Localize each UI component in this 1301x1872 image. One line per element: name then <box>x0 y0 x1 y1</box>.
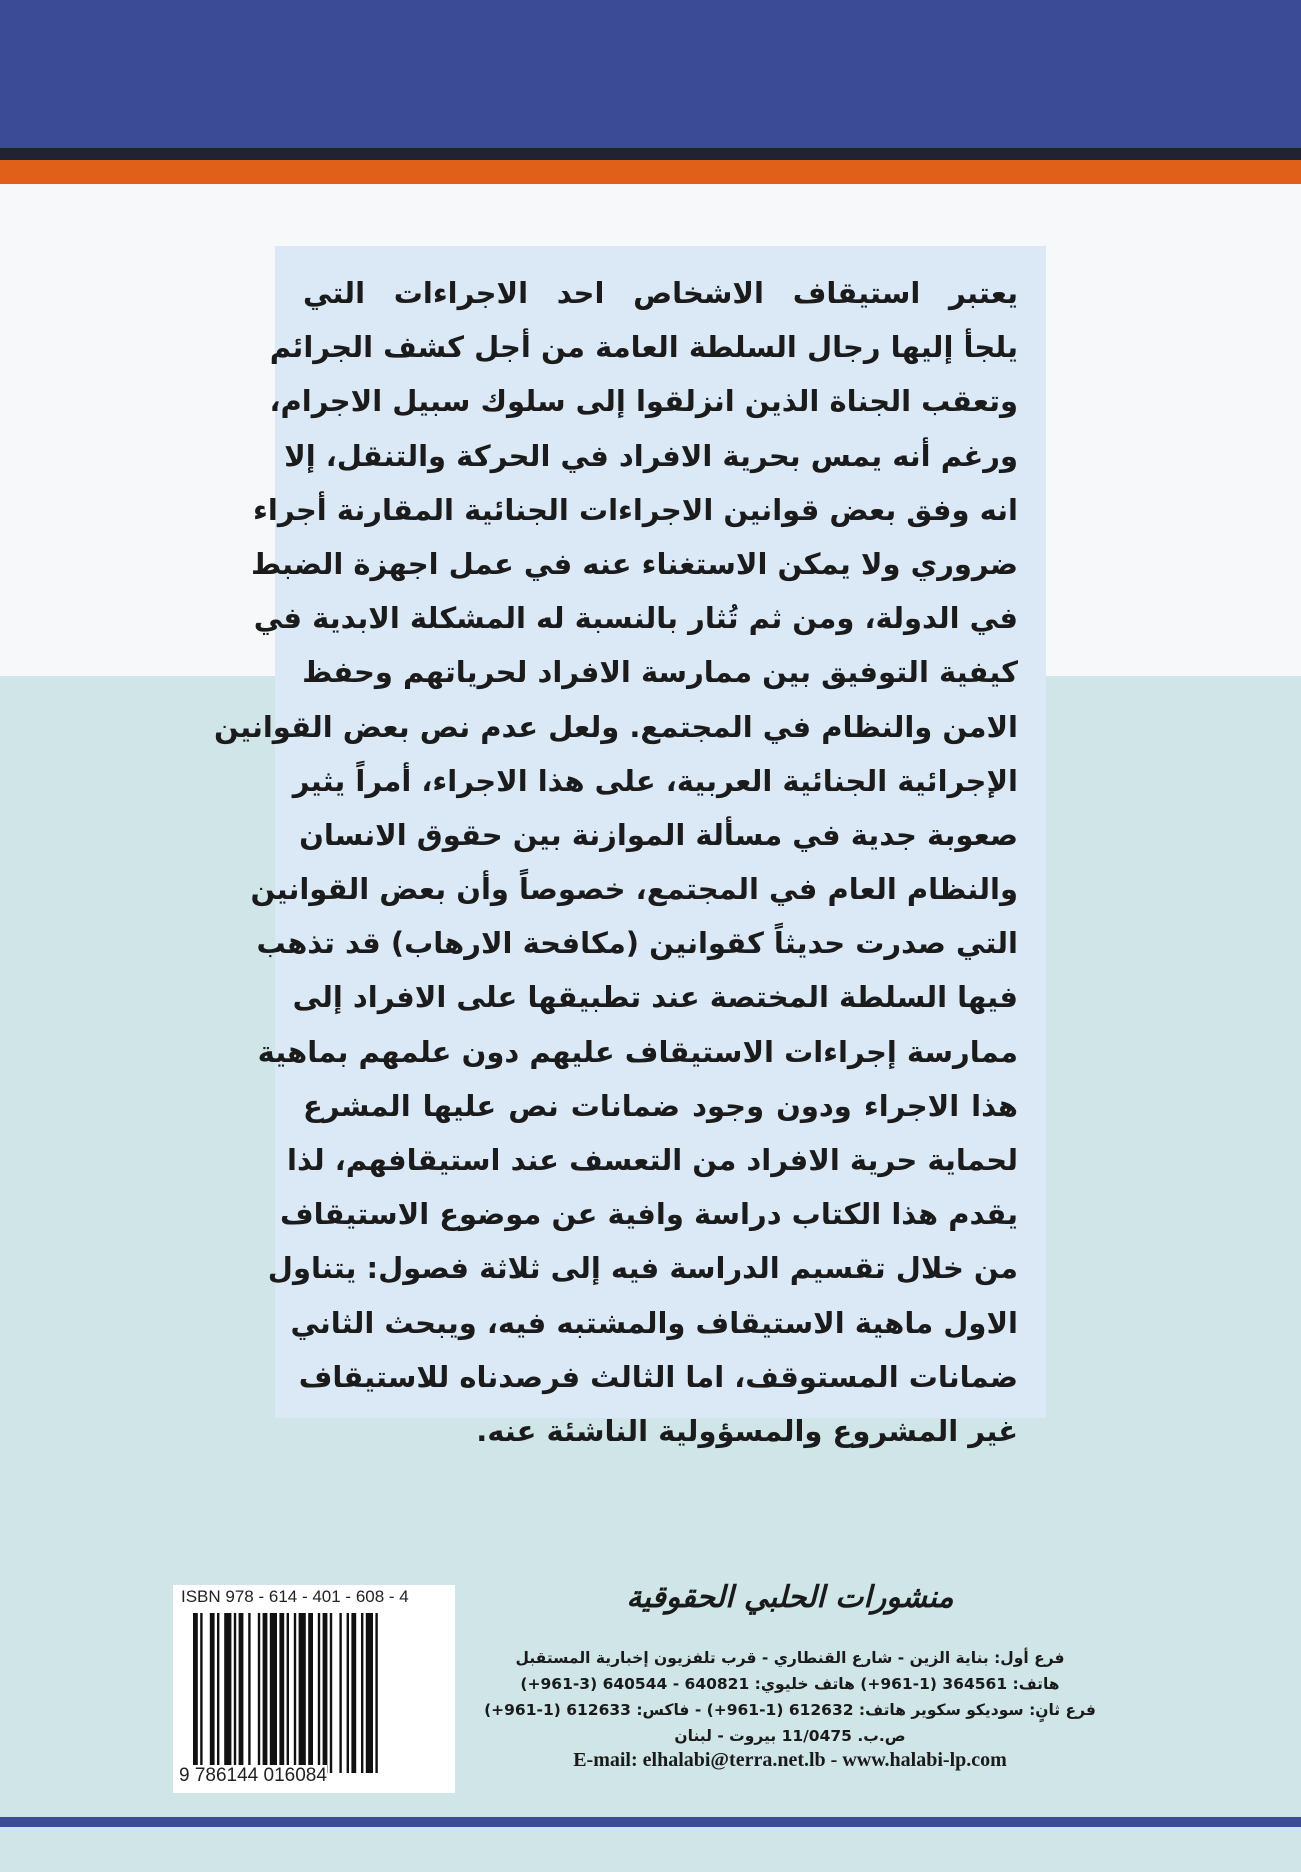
blurb-line: الامن والنظام في المجتمع. ولعل عدم نص بعض القوانين <box>214 709 1018 744</box>
barcode-bar <box>299 1613 306 1773</box>
publisher-logo: منشورات الحلبي الحقوقية <box>626 1580 954 1615</box>
barcode-bars <box>193 1613 438 1773</box>
blurb-line: هذا الاجراء ودون وجود ضمانات نص عليها المشرع <box>303 1088 1018 1123</box>
blurb-line: ورغم أنه يمس بحرية الافراد في الحركة والتنقل، إلا <box>284 438 1018 473</box>
barcode-bar <box>263 1613 268 1773</box>
barcode-bar <box>217 1613 219 1773</box>
barcode-digits: 9 786144 016084 <box>179 1765 327 1786</box>
blurb-line: ممارسة إجراءات الاستيقاف عليهم دون علمهم بماهية <box>257 1034 1018 1069</box>
top-blue-band <box>0 0 1301 152</box>
barcode-bar <box>258 1613 260 1773</box>
isbn-label: ISBN 978 - 614 - 401 - 608 - 4 <box>181 1587 409 1606</box>
barcode-bar <box>270 1613 277 1773</box>
barcode-bar <box>351 1613 356 1773</box>
blurb-line: وتعقب الجناة الذين انزلقوا إلى سلوك سبيل الاجرام، <box>269 384 1018 419</box>
publisher-line: هاتف: 364561 (1-961+) هاتف خليوي: 640821 - 640544 (3-961+) <box>520 1675 1060 1693</box>
publisher-line: ص.ب. 11/0475 بيروت - لبنان <box>674 1727 906 1745</box>
blurb-line: انه وفق بعض قوانين الاجراءات الجنائية المقارنة أجراء <box>253 492 1018 527</box>
publisher-line: فرع أول: بناية الزين - شارع القنطاري - قرب تلفزيون إخبارية المستقبل <box>515 1649 1065 1667</box>
barcode-bar <box>375 1613 377 1773</box>
blurb-line: الإجرائية الجنائية العربية، على هذا الاجراء، أمراً يثير <box>292 763 1018 798</box>
barcode-bar <box>318 1613 320 1773</box>
blurb-line: التي صدرت حديثاً كقوانين (مكافحة الارهاب) قد تذهب <box>256 926 1018 961</box>
barcode-bar <box>234 1613 236 1773</box>
blurb-text <box>214 266 1018 1458</box>
blurb-line: لحماية حرية الافراد من التعسف عند استيقافهم، لذا <box>287 1143 1018 1177</box>
blurb-line: في الدولة، ومن ثم تُثار بالنسبة له المشكلة الابدية في <box>253 601 1018 636</box>
barcode-bar <box>323 1613 328 1773</box>
barcode-bar <box>347 1613 349 1773</box>
barcode-bar <box>308 1613 313 1773</box>
blurb-line: صعوبة جدية في مسألة الموازنة بين حقوق الانسان <box>299 817 1018 852</box>
blurb-line: يقدم هذا الكتاب دراسة وافية عن موضوع الاستيقاف <box>279 1197 1018 1232</box>
barcode-bar <box>239 1613 244 1773</box>
barcode-bar <box>361 1613 363 1773</box>
blurb-line: غير المشروع والمسؤولية الناشئة عنه. <box>476 1413 1018 1448</box>
barcode-bar <box>210 1613 215 1773</box>
blurb-line: كيفية التوفيق بين ممارسة الافراد لحرياتهم وحفظ <box>302 655 1018 690</box>
blurb-line: ضروري ولا يمكن الاستغناء عنه في عمل اجهزة الضبط <box>251 546 1018 581</box>
barcode-bar <box>224 1613 231 1773</box>
barcode-bar <box>366 1613 373 1773</box>
barcode-bar <box>200 1613 202 1773</box>
blurb-line: فيها السلطة المختصة عند تطبيقها على الافراد إلى <box>292 980 1018 1015</box>
barcode-bar <box>279 1613 284 1773</box>
blurb-line: من خلال تقسيم الدراسة فيه إلى ثلاثة فصول: يتناول <box>267 1251 1018 1286</box>
bottom-blue-line <box>0 1817 1301 1827</box>
publisher-info <box>480 1580 1100 1772</box>
barcode-bar <box>193 1613 198 1773</box>
barcode-bar <box>287 1613 289 1773</box>
barcode-bar <box>294 1613 296 1773</box>
barcode-bar <box>248 1613 250 1773</box>
blurb-line: ضمانات المستوقف، اما الثالث فرصدناه للاستيقاف <box>298 1359 1018 1394</box>
blurb-line: يلجأ إليها رجال السلطة العامة من أجل كشف الجرائم <box>269 330 1018 365</box>
publisher-contact: E-mail: elhalabi@terra.net.lb - www.halabi-lp.com <box>573 1749 1007 1771</box>
blurb-line: والنظام العام في المجتمع، خصوصاً وأن بعض القوانين <box>250 872 1018 907</box>
barcode-bar <box>330 1613 332 1773</box>
dark-stripe <box>0 148 1301 160</box>
barcode <box>173 1585 455 1793</box>
blurb-line: الاول ماهية الاستيقاف والمشتبه فيه، ويبحث الثاني <box>290 1305 1018 1340</box>
orange-stripe <box>0 160 1301 184</box>
publisher-line: فرع ثانٍ: سوديكو سكوير هاتف: 612632 (1-961+) - فاكس: 612633 (1-961+) <box>484 1701 1096 1719</box>
barcode-bar <box>339 1613 341 1773</box>
blurb-line: يعتبر استيقاف الاشخاص احد الاجراءات التي <box>303 276 1018 310</box>
